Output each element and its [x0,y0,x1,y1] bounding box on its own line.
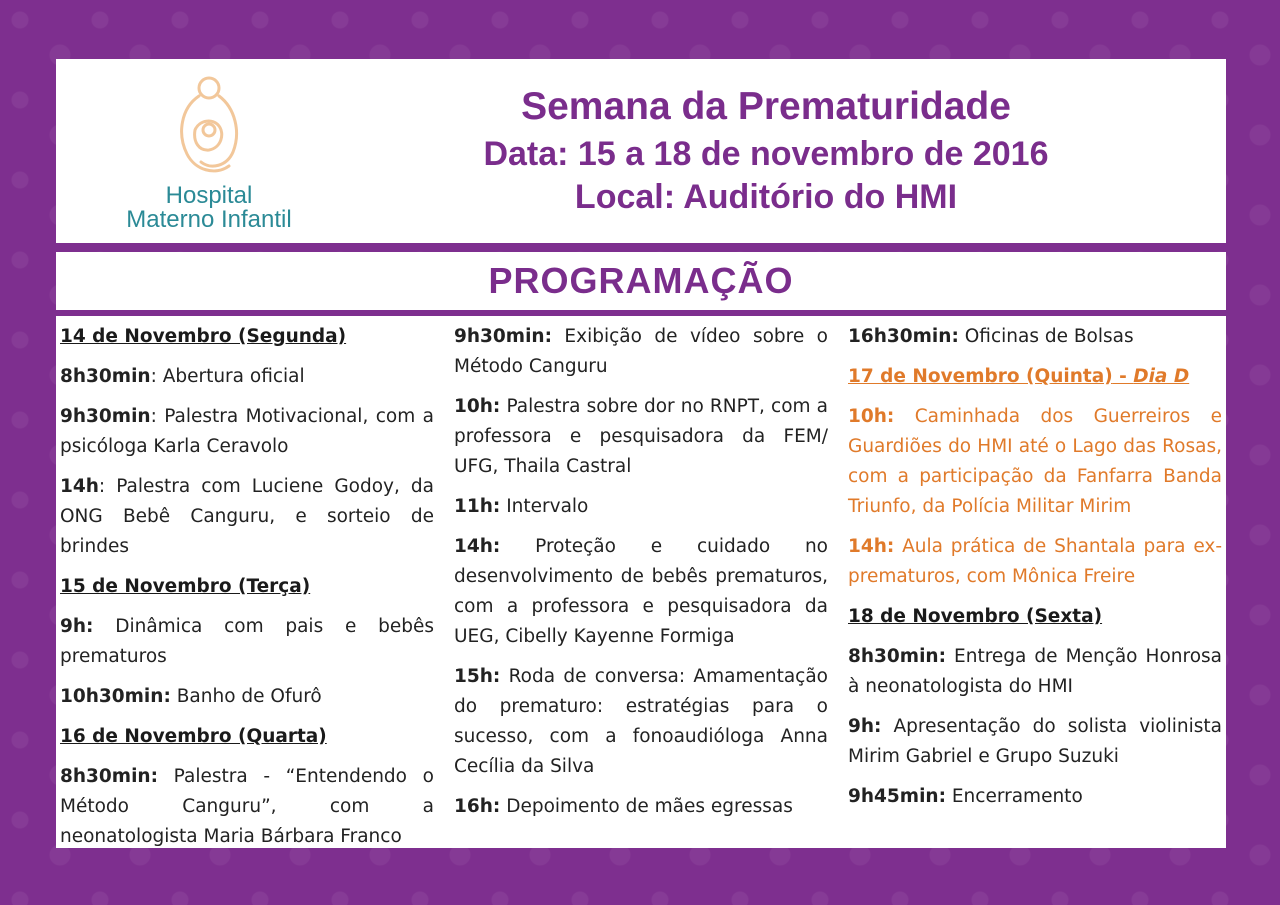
schedule-column-3 [848,322,1222,822]
day-heading-dia-d: 17 de Novembro (Quinta) - Dia D [848,366,1190,387]
logo-text-hospital: Hospital [165,182,253,209]
header-panel [56,59,1226,243]
schedule-item: 9h: Apresentação do solista violinista Mirim Gabriel e Grupo Suzuki [848,716,1222,767]
day-heading: 14 de Novembro (Segunda) [60,326,347,347]
schedule-item: 10h: Caminhada dos Guerreiros e Guardiões do HMI até o Lago das Rosas, com a participação da Fanfarra Banda Triunfo, da Polícia Militar Mirim [848,406,1222,517]
schedule-item: 16h30min: Oficinas de Bolsas [848,326,1134,347]
day-heading: 18 de Novembro (Sexta) [848,606,1103,627]
schedule-item: 8h30min: Palestra - “Entendendo o Método Canguru”, com a neonatologista Maria Bárbara Franco [60,766,434,847]
mother-child-icon [169,74,249,179]
schedule-item: 14h: Aula prática de Shantala para ex-prematuros, com Mônica Freire [848,536,1222,587]
day-heading: 16 de Novembro (Quarta) [60,726,327,747]
event-title: Semana da Prematuridade [521,85,1011,128]
event-location: Local: Auditório do HMI [574,178,958,216]
schedule-item: 16h: Depoimento de mães egressas [454,796,793,817]
schedule-item: 8h30min: Entrega de Menção Honrosa à neonatologista do HMI [848,646,1222,697]
event-date: Data: 15 a 18 de novembro de 2016 [483,135,1049,173]
schedule-item: 9h45min: Encerramento [848,786,1083,807]
schedule-panel [56,316,1226,848]
day-heading: 15 de Novembro (Terça) [60,576,311,597]
program-title: PROGRAMAÇÃO [488,260,794,301]
hospital-logo [114,74,304,234]
schedule-item: 9h30min: Palestra Motivacional, com a psicóloga Karla Ceravolo [60,406,434,457]
logo-text-materno-infantil: Materno Infantil [126,206,292,233]
schedule-item: 8h30min: Abertura oficial [60,366,305,387]
schedule-item: 9h: Dinâmica com pais e bebês prematuros [60,616,434,667]
schedule-item: 11h: Intervalo [454,496,589,517]
schedule-item: 14h: Palestra com Luciene Godoy, da ONG Bebê Canguru, e sorteio de brindes [60,476,434,557]
schedule-column-1 [60,322,434,862]
schedule-item: 10h: Palestra sobre dor no RNPT, com a professora e pesquisadora da FEM/ UFG, Thaila Castral [454,396,828,477]
schedule-item: 14h: Proteção e cuidado no desenvolvimento de bebês prematuros, com a professora e pesquisadora da UEG, Cibelly Kayenne Formiga [454,536,828,647]
schedule-item: 10h30min: Banho de Ofurô [60,686,322,707]
schedule-column-2 [454,322,828,832]
program-title-panel [56,252,1226,310]
schedule-item: 15h: Roda de conversa: Amamentação do prematuro: estratégias para o sucesso, com a fonoaudióloga Anna Cecília da Silva [454,666,828,777]
schedule-item: 9h30min: Exibição de vídeo sobre o Método Canguru [454,326,828,377]
